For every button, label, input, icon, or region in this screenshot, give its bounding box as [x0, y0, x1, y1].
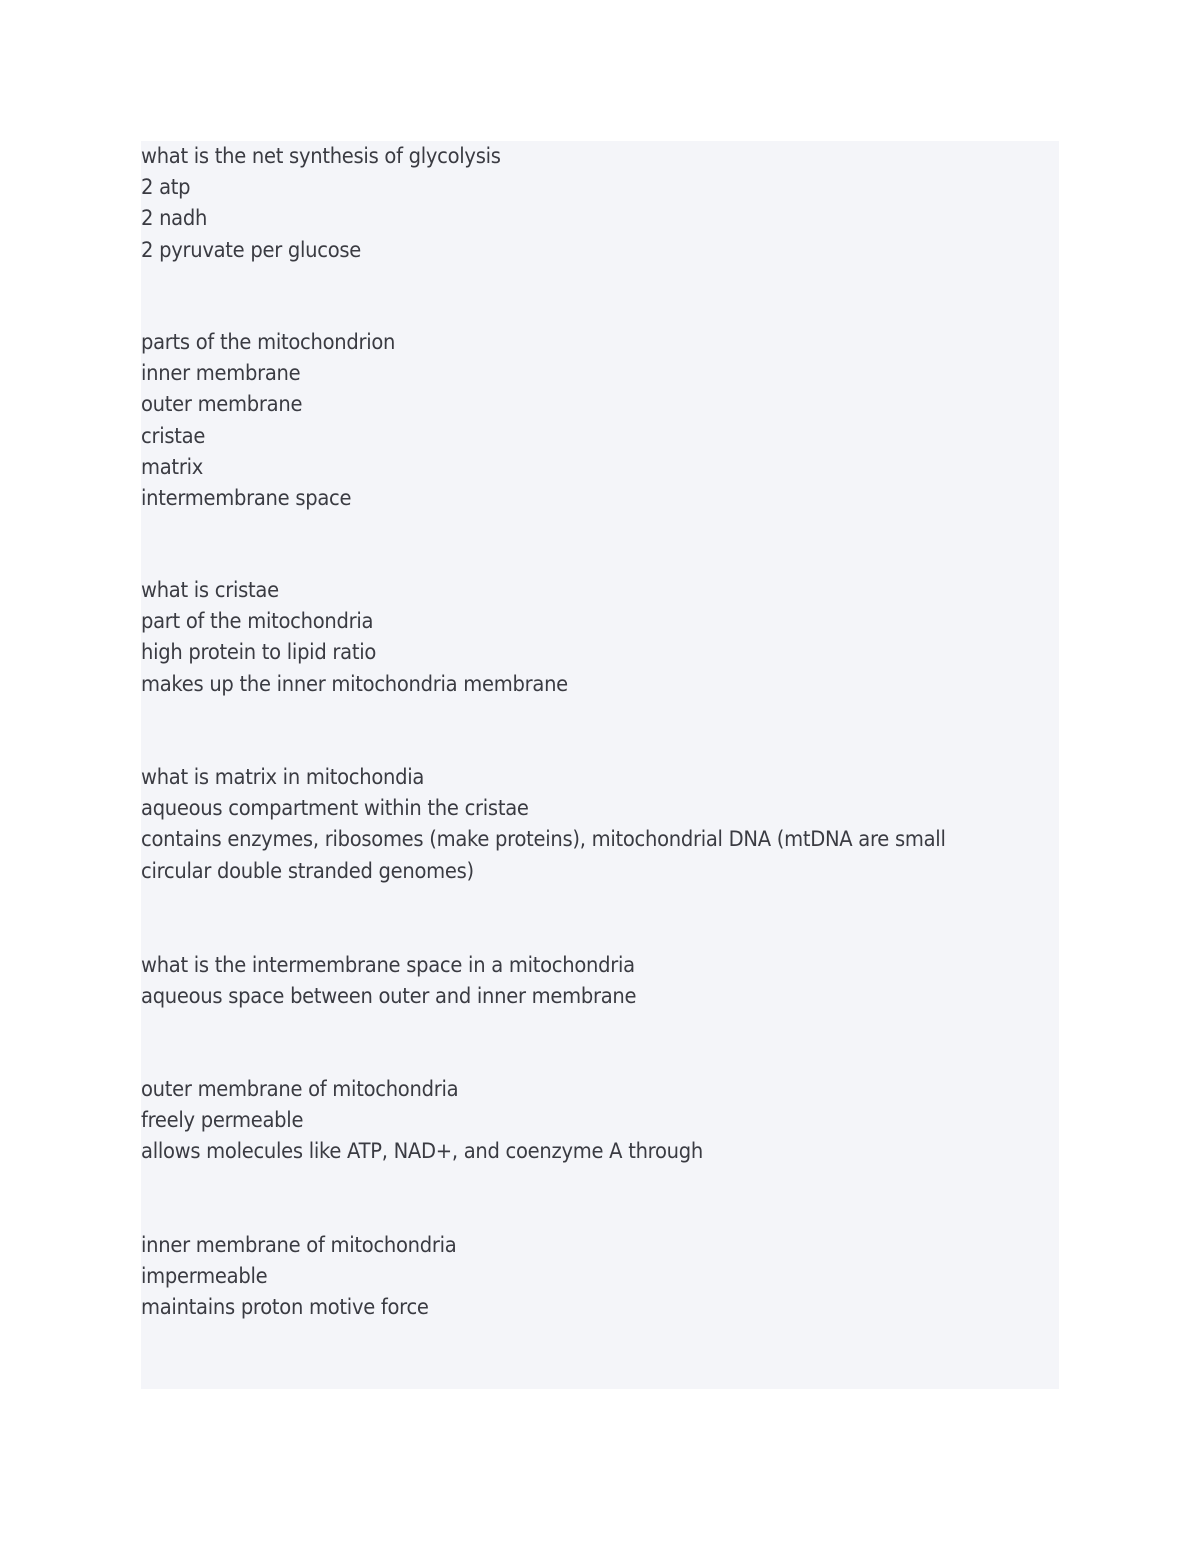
- card-definition-line: cristae: [141, 423, 206, 448]
- content-panel: [141, 141, 1059, 1389]
- card-definition-line: makes up the inner mitochondria membrane: [141, 671, 568, 696]
- card-definition-line: 2 atp: [141, 175, 191, 200]
- card-definition-line: 2 nadh: [141, 206, 208, 231]
- card-definition-line: 2 pyruvate per glucose: [141, 237, 362, 262]
- card-term: parts of the mitochondrion: [141, 330, 396, 354]
- card-term: outer membrane of mitochondria: [141, 1077, 459, 1101]
- card-definition-line: circular double stranded genomes): [141, 858, 474, 883]
- card-definition-line: outer membrane: [141, 392, 303, 417]
- card-term: what is matrix in mitochondia: [141, 765, 425, 789]
- card-definition-line: allows molecules like ATP, NAD+, and coenzyme A through: [141, 1139, 703, 1164]
- card-term: what is the intermembrane space in a mitochondria: [141, 953, 635, 977]
- card-definition-line: aqueous compartment within the cristae: [141, 796, 529, 821]
- flashcard-glycolysis: [141, 141, 1041, 266]
- card-definition-line: impermeable: [141, 1264, 268, 1289]
- flashcard-inner-membrane: [141, 1230, 1041, 1324]
- card-definition-line: intermembrane space: [141, 486, 352, 511]
- card-term: inner membrane of mitochondria: [141, 1233, 457, 1257]
- flashcard-mitochondrion-parts: [141, 327, 1041, 514]
- card-definition-line: maintains proton motive force: [141, 1295, 429, 1320]
- card-term: what is the net synthesis of glycolysis: [141, 144, 501, 168]
- card-term: what is cristae: [141, 578, 279, 602]
- card-definition-line: contains enzymes, ribosomes (make proteins), mitochondrial DNA (mtDNA are small: [141, 827, 946, 852]
- flashcard-matrix: [141, 762, 1041, 887]
- flashcard-outer-membrane: [141, 1074, 1041, 1168]
- card-definition-line: aqueous space between outer and inner membrane: [141, 984, 637, 1009]
- card-definition-line: high protein to lipid ratio: [141, 640, 377, 665]
- card-definition-line: part of the mitochondria: [141, 609, 374, 634]
- card-definition-line: matrix: [141, 454, 203, 479]
- flashcard-intermembrane-space: [141, 950, 1041, 1012]
- card-definition-line: freely permeable: [141, 1108, 304, 1133]
- flashcard-cristae: [141, 575, 1041, 700]
- card-definition-line: inner membrane: [141, 361, 301, 386]
